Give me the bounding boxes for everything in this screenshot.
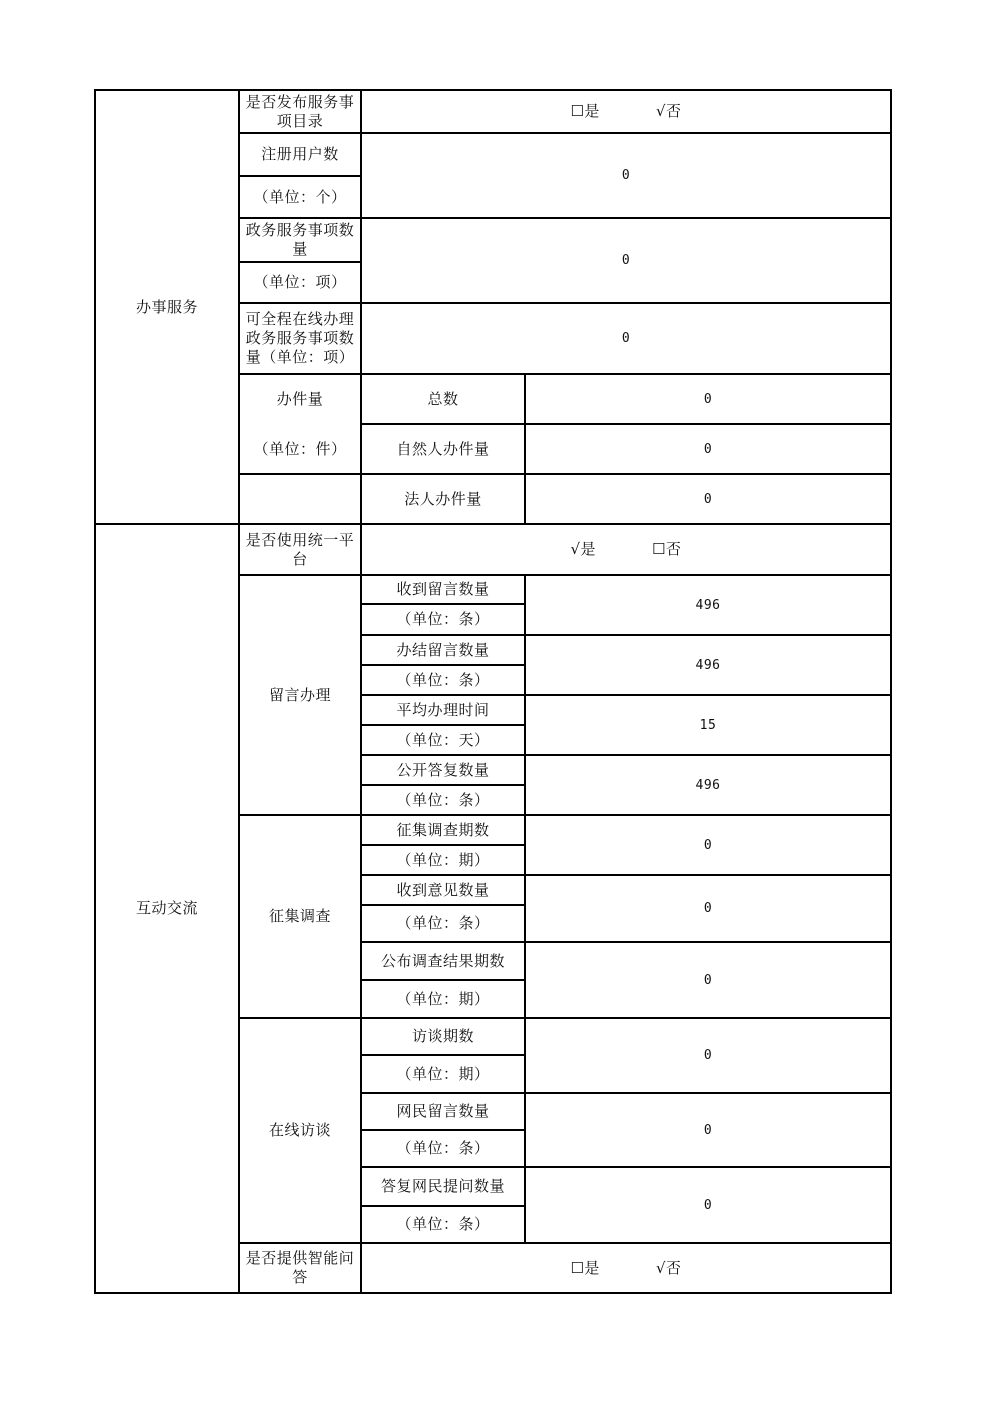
online-items-value: 0 [621, 331, 631, 346]
survey-group-label: 征集调查 [268, 907, 331, 925]
interview-netizen-value: 0 [703, 1122, 713, 1138]
items-label: 政务服务事项数量 [245, 221, 355, 258]
msg-avg-time-label: 平均办理时间 [396, 700, 490, 719]
volume-natural-value: 0 [703, 441, 713, 457]
survey-results-unit: （单位：期） [396, 989, 490, 1008]
msg-avg-time-unit: （单位：天） [396, 730, 490, 749]
items-unit: （单位：项） [253, 273, 347, 291]
messages-group-label: 留言办理 [268, 685, 331, 704]
interview-answers-label: 答复网民提问数量 [380, 1177, 505, 1195]
volume-empty-cell [240, 475, 360, 523]
platform-label: 是否使用统一平台 [245, 530, 355, 568]
smart-qa-options [362, 1244, 890, 1292]
msg-received-unit: （单位：条） [396, 610, 490, 628]
interview-answers-value: 0 [703, 1197, 713, 1213]
msg-closed-value: 496 [695, 657, 721, 673]
interview-netizen-label: 网民留言数量 [396, 1102, 490, 1120]
interview-periods-value: 0 [703, 1048, 713, 1063]
msg-received-label: 收到留言数量 [396, 580, 490, 598]
smart-qa-no-checkbox: √否 [655, 1258, 682, 1277]
survey-opinions-label: 收到意见数量 [396, 880, 490, 899]
msg-closed-label: 办结留言数量 [396, 640, 490, 659]
volume-natural-label: 自然人办件量 [396, 439, 490, 458]
users-unit: （单位：个） [253, 187, 347, 206]
smart-qa-label: 是否提供智能问答 [245, 1249, 355, 1286]
survey-opinions-unit: （单位：条） [396, 914, 490, 932]
interview-netizen-unit: （单位：条） [396, 1139, 490, 1157]
volume-unit: （单位：件） [253, 439, 347, 458]
survey-periods-label: 征集调查期数 [396, 820, 490, 839]
section-label-interaction: 互动交流 [135, 899, 198, 917]
msg-public-label: 公开答复数量 [396, 760, 490, 779]
platform-yes-checkbox: √是 [570, 540, 597, 558]
platform-no-checkbox: ☐否 [652, 540, 682, 558]
volume-label: 办件量 [276, 389, 324, 408]
survey-opinions-value: 0 [703, 901, 713, 916]
smart-qa-yes-checkbox: ☐是 [570, 1258, 600, 1277]
survey-results-value: 0 [703, 972, 713, 988]
msg-public-unit: （单位：条） [396, 790, 490, 809]
survey-results-label: 公布调查结果期数 [380, 951, 505, 970]
volume-total-value: 0 [703, 391, 713, 407]
catalog-yes-checkbox: ☐是 [570, 102, 600, 120]
interview-periods-label: 访谈期数 [411, 1027, 474, 1045]
catalog-options [362, 91, 890, 132]
catalog-label: 是否发布服务事项目录 [245, 92, 355, 130]
volume-legal-value: 0 [703, 491, 713, 507]
interview-periods-unit: （单位：期） [396, 1064, 490, 1083]
msg-avg-time-value: 15 [699, 717, 717, 733]
catalog-no-checkbox: √否 [655, 102, 682, 120]
users-value: 0 [621, 168, 631, 183]
msg-received-value: 496 [695, 597, 721, 613]
interview-group-label: 在线访谈 [268, 1121, 331, 1139]
section-label-service: 办事服务 [135, 297, 198, 316]
msg-closed-unit: （单位：条） [396, 670, 490, 689]
msg-public-value: 496 [695, 777, 721, 793]
volume-legal-label: 法人办件量 [404, 489, 482, 508]
survey-periods-value: 0 [703, 837, 713, 853]
interview-answers-unit: （单位：条） [396, 1215, 490, 1233]
users-label: 注册用户数 [261, 145, 339, 163]
items-value: 0 [621, 253, 631, 268]
online-items-label: 可全程在线办理政务服务事项数量（单位：项） [245, 310, 355, 366]
platform-options [362, 525, 890, 574]
volume-total-label: 总数 [427, 389, 459, 408]
survey-periods-unit: （单位：期） [396, 850, 490, 869]
